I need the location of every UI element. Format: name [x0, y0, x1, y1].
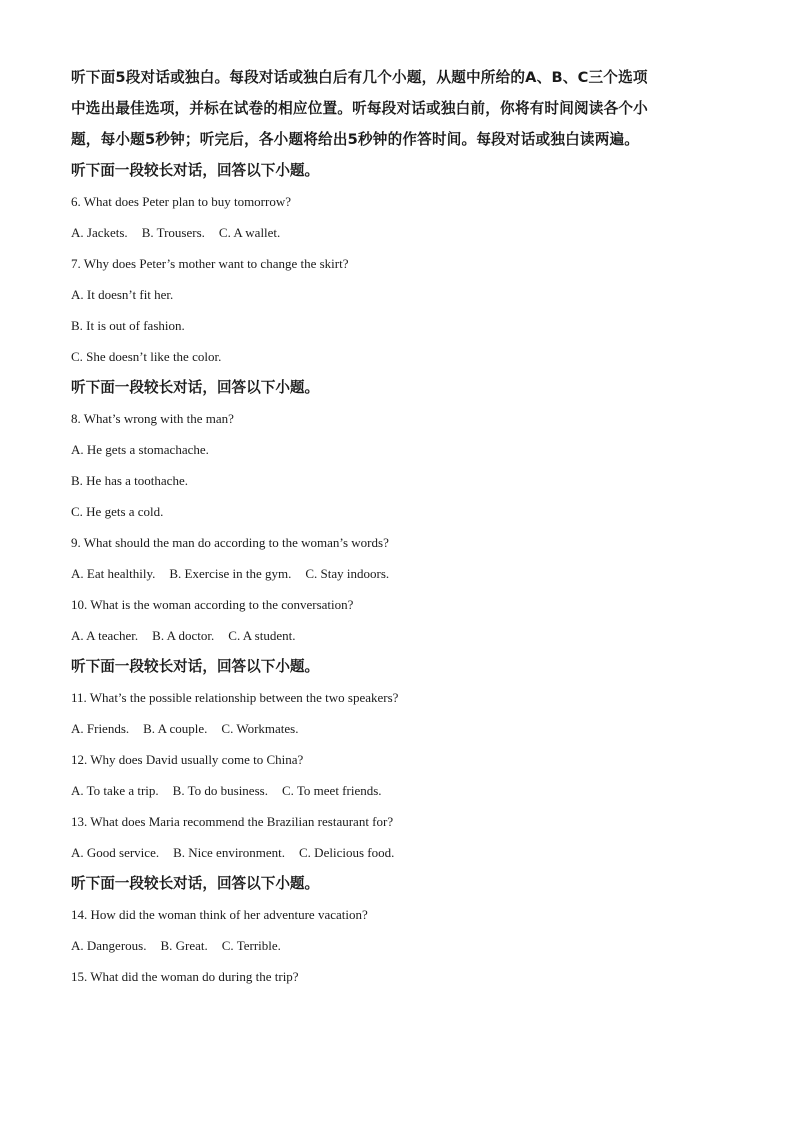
answer-option: A. Friends.: [71, 721, 130, 736]
question-text: 6. What does Peter plan to buy tomorrow?: [71, 194, 291, 209]
question-text: 9. What should the man do according to the woman’s words?: [71, 535, 389, 550]
question-text: 11. What’s the possible relationship between the two speakers?: [71, 690, 399, 705]
answer-option: B. Nice environment.: [173, 845, 286, 860]
question-text: 12. Why does David usually come to China?: [71, 752, 304, 767]
section-heading: 听下面一段较长对话，回答以下小题。: [71, 875, 320, 892]
answer-option: C. Stay indoors.: [305, 566, 390, 581]
answer-option: B. Great.: [160, 938, 208, 953]
section-heading: 听下面一段较长对话，回答以下小题。: [71, 658, 320, 675]
answer-options: [71, 713, 731, 744]
answer-option: A. It doesn’t fit her.: [71, 287, 174, 302]
question-text: 13. What does Maria recommend the Brazilian restaurant for?: [71, 814, 394, 829]
answer-option: A. Good service.: [71, 845, 160, 860]
instruction-line: 题，每小题5秒钟；听完后，各小题将给出5秒钟的作答时间。每段对话或独白读两遍。: [71, 131, 640, 148]
question-text: 7. Why does Peter’s mother want to change the skirt?: [71, 256, 349, 271]
answer-option: C. He gets a cold.: [71, 504, 164, 519]
section-heading: 听下面一段较长对话，回答以下小题。: [71, 379, 320, 396]
question-sections: [71, 155, 731, 992]
answer-options: [71, 775, 731, 806]
answer-option: B. A doctor.: [152, 628, 215, 643]
answer-option: B. It is out of fashion.: [71, 318, 185, 333]
answer-option: A. He gets a stomachache.: [71, 442, 209, 457]
answer-option: C. Delicious food.: [299, 845, 395, 860]
section-heading: 听下面一段较长对话，回答以下小题。: [71, 162, 320, 179]
exam-page: [71, 62, 731, 992]
answer-options: [71, 930, 731, 961]
question-text: 15. What did the woman do during the trip?: [71, 969, 299, 984]
question-text: 8. What’s wrong with the man?: [71, 411, 234, 426]
answer-option: A. Jackets.: [71, 225, 128, 240]
question-text: 14. How did the woman think of her adventure vacation?: [71, 907, 368, 922]
answer-options: [71, 558, 731, 589]
answer-options: [71, 837, 731, 868]
listening-instructions: [71, 62, 731, 155]
answer-option: A. To take a trip.: [71, 783, 159, 798]
instruction-line: 中选出最佳选项，并标在试卷的相应位置。听每段对话或独白前，你将有时间阅读各个小: [71, 100, 648, 117]
answer-option: B. Exercise in the gym.: [169, 566, 292, 581]
answer-option: C. To meet friends.: [281, 783, 382, 798]
answer-option: C. She doesn’t like the color.: [71, 349, 222, 364]
answer-option: A. Dangerous.: [71, 938, 147, 953]
answer-option: B. He has a toothache.: [71, 473, 188, 488]
instruction-line: 听下面5段对话或独白。每段对话或独白后有几个小题，从题中所给的A、B、C三个选项: [71, 69, 648, 86]
answer-option: A. Eat healthily.: [71, 566, 156, 581]
answer-option: C. Terrible.: [221, 938, 281, 953]
answer-option: B. Trousers.: [141, 225, 205, 240]
answer-options: [71, 620, 731, 651]
answer-option: A. A teacher.: [71, 628, 139, 643]
answer-option: B. To do business.: [172, 783, 268, 798]
question-text: 10. What is the woman according to the conversation?: [71, 597, 354, 612]
answer-option: C. A wallet.: [218, 225, 281, 240]
answer-options: [71, 217, 731, 248]
answer-option: C. Workmates.: [221, 721, 299, 736]
answer-option: B. A couple.: [143, 721, 208, 736]
answer-option: C. A student.: [228, 628, 296, 643]
